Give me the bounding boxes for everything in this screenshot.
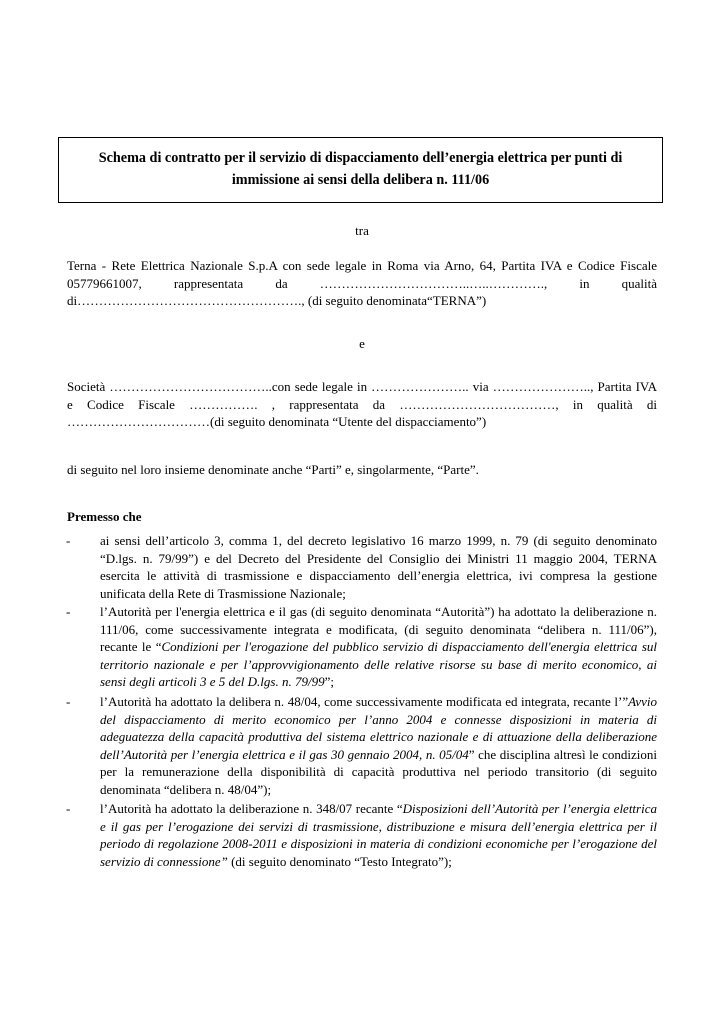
between-label: tra bbox=[355, 223, 369, 238]
premise-item bbox=[100, 693, 657, 798]
premise-bullet: - bbox=[66, 604, 71, 619]
document-title-box bbox=[58, 137, 663, 203]
premise-text: l’Autorità ha adottato la deliberazione n. 348/07 recante “ bbox=[100, 801, 403, 816]
premise-text-end: (di seguito denominato “Testo Integrato”); bbox=[227, 853, 452, 869]
premise-text-end: ” che disciplina altresì le condizioni per la remunerazione della disponibilità di capacità produttiva nel periodo transitorio (di seguito denominata “delibera n. 48/04”); bbox=[100, 746, 657, 797]
premise-bullet: - bbox=[66, 533, 71, 548]
premise-quoted-title: Avvio del dispacciamento di merito economico per l’anno 2004 e connesse disposizioni in materia di adeguatezza della capacità produttiva del sistema elettrico nazionale e di attuazione della deliberazione dell’Autorità per l’energia elettrica e il gas 30 gennaio 2004, n. 05/04 bbox=[100, 694, 657, 762]
premise-bullet: - bbox=[66, 694, 71, 709]
party-company-paragraph: Società ………………………………..con sede legale in ………………….. via ………………….., Partita IVA e Codice Fiscale ……………. , rappresentata da ………………………………, in qualità di ……………………………(di seguito denominata “Utente del dispacciamento”) bbox=[67, 379, 657, 429]
document-title: Schema di contratto per il servizio di dispacciamento dell’energia elettrica per punti di immissione ai sensi della delibera n. 111/06 bbox=[98, 150, 623, 188]
premise-item bbox=[100, 603, 657, 691]
premise-text: l’Autorità per l'energia elettrica e il gas (di seguito denominata “Autorità”) ha adottato la deliberazione n. 111/06, come successivamente integrata e modificata, (di seguito denominata “delibera n. 111/06”), recante le “ bbox=[100, 604, 657, 654]
premise-quoted-title: Condizioni per l'erogazione del pubblico servizio di dispacciamento dell'energia elettrica sul territorio nazionale e per l’approvvigionamento delle relative risorse su base di merito economico, ai sensi degli articoli 3 e 5 del D.lgs. n. 79/99 bbox=[100, 639, 657, 689]
parties-collective-paragraph: di seguito nel loro insieme denominate anche “Parti” e, singolarmente, “Parte”. bbox=[67, 462, 479, 477]
premise-quoted-title: Disposizioni dell’Autorità per l’energia elettrica e il gas per l’erogazione dei servizi di trasmissione, distribuzione e misura dell’energia elettrica per il periodo di regolazione 2008-2011 e disposizioni in materia di condizioni economiche per l’erogazione del servizio di connessione” bbox=[100, 801, 657, 869]
premise-heading: Premesso che bbox=[67, 509, 142, 524]
premise-item bbox=[100, 532, 657, 602]
party-terna-paragraph: Terna - Rete Elettrica Nazionale S.p.A con sede legale in Roma via Arno, 64, Partita IVA e Codice Fiscale 05779661007, rappresentata da ……………………………..…..…………., in qualità di……………………………………………., (di seguito denominata“TERNA”) bbox=[67, 258, 657, 308]
premise-text: l’Autorità ha adottato la delibera n. 48/04, come successivamente modificata ed integrata, recante l’” bbox=[100, 694, 629, 709]
and-label: e bbox=[359, 336, 365, 351]
premise-bullet: - bbox=[66, 801, 71, 816]
premise-text: ai sensi dell’articolo 3, comma 1, del decreto legislativo 16 marzo 1999, n. 79 (di seguito denominato “D.lgs. n. 79/99”) e del Decreto del Presidente del Consiglio dei Ministri 11 maggio 2004, TERNA esercita le attività di trasmissione e dispacciamento dell’energia elettrica, ivi compresa la gestione unificata della Rete di Trasmissione Nazionale; bbox=[100, 533, 657, 601]
premise-text-end: ”; bbox=[324, 674, 334, 689]
premise-item bbox=[100, 800, 657, 870]
